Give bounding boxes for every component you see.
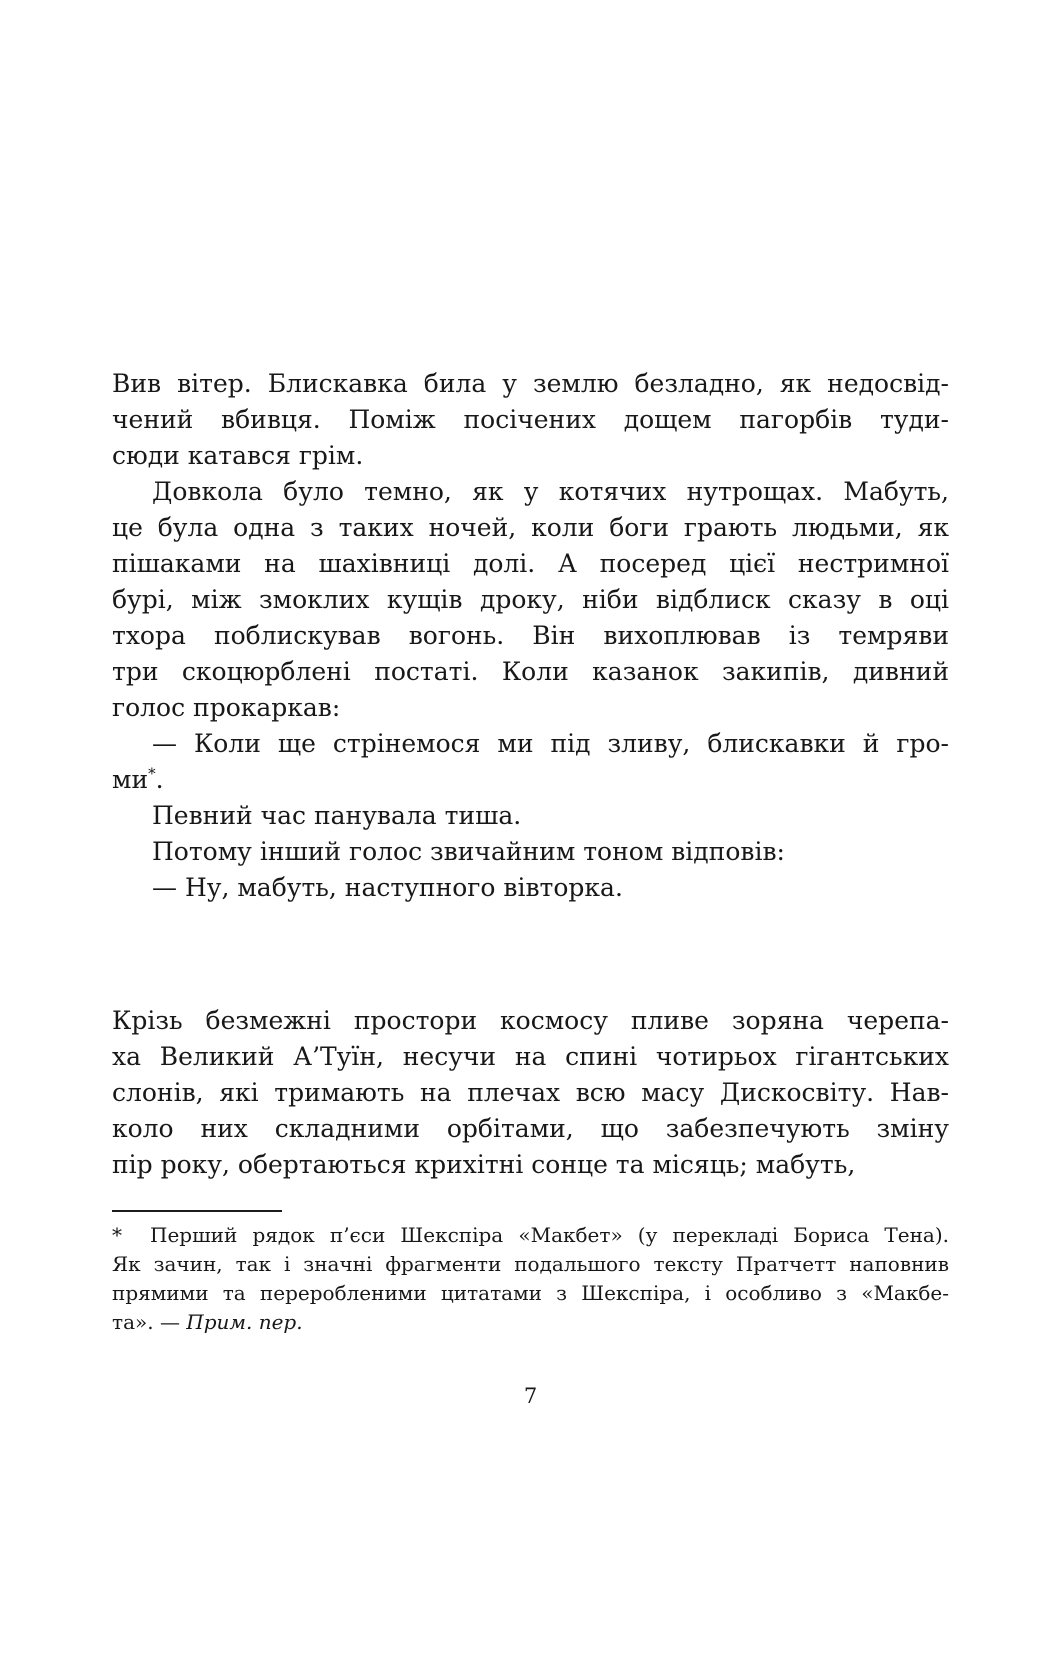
paragraph [112,798,949,834]
text-line: бурі, між змоклих кущів дроку, ніби відблиск сказу в оці [112,585,949,614]
text-line: Крізь безмежні простори космосу пливе зоряна черепа- [112,1006,949,1035]
text-line: * Перший рядок п’єси Шекспіра «Макбет» (у перекладі Бориса Тена). [112,1221,949,1250]
text-line: голос прокаркав: [112,693,341,722]
text-line: — Ну, мабуть, наступного вівторка. [152,873,623,902]
paragraph [112,366,949,474]
text-line: це була одна з таких ночей, коли боги грають людьми, як [112,513,949,542]
page-number: 7 [523,1384,538,1408]
text-line: три скоцюрблені постаті. Коли казанок закипів, дивний [112,657,949,686]
text-line: пір року, обертаються крихітні сонце та місяць; мабуть, [112,1150,856,1179]
italic-text: Прим. пер. [186,1310,303,1334]
footnote-ref: * [148,764,156,783]
footnote-marker: * [112,1223,122,1247]
footnote [112,1221,949,1337]
text-line: Потому інший голос звичайним тоном відповів: [152,837,785,866]
body-text [112,366,949,1337]
text-line: слонів, які тримають на плечах всю масу Дискосвіту. Нав- [112,1078,949,1107]
text-line: Довкола було темно, як у котячих нутрощах. Мабуть, [152,477,949,506]
paragraph [112,474,949,726]
text-line: та». — Прим. пер. [112,1310,303,1334]
text-line: ха Великий А’Туїн, несучи на спині чотирьох гігантських [112,1042,949,1071]
paragraph [112,726,949,798]
text-line: Як зачин, так і значні фрагменти подальшого тексту Пратчетт наповнив [112,1252,949,1276]
text-line: чений вбивця. Поміж посічених дощем пагорбів туди- [112,405,949,434]
text-line: прямими та переробленими цитатами з Шекспіра, і особливо з «Макбе- [112,1281,949,1305]
footnote-rule [112,1210,282,1212]
text-line: ми*. [112,764,164,794]
text-line: пішаками на шахівниці долі. А посеред цієї нестримної [112,549,949,578]
text-line: Вив вітер. Блискавка била у землю безладно, як недосвід- [112,369,949,398]
paragraph [112,1003,949,1183]
text-line: тхора поблискував вогонь. Він вихоплював із темряви [112,621,949,650]
text-line: коло них складними орбітами, що забезпечують зміну [112,1114,949,1143]
text-line: сюди катався грім. [112,441,364,470]
paragraph [112,870,949,906]
paragraph [112,834,949,870]
paragraphs-container [112,366,949,1183]
text-line: — Коли ще стрінемося ми під зливу, блискавки й гро- [152,729,949,758]
text-line: Певний час панувала тиша. [152,801,522,830]
